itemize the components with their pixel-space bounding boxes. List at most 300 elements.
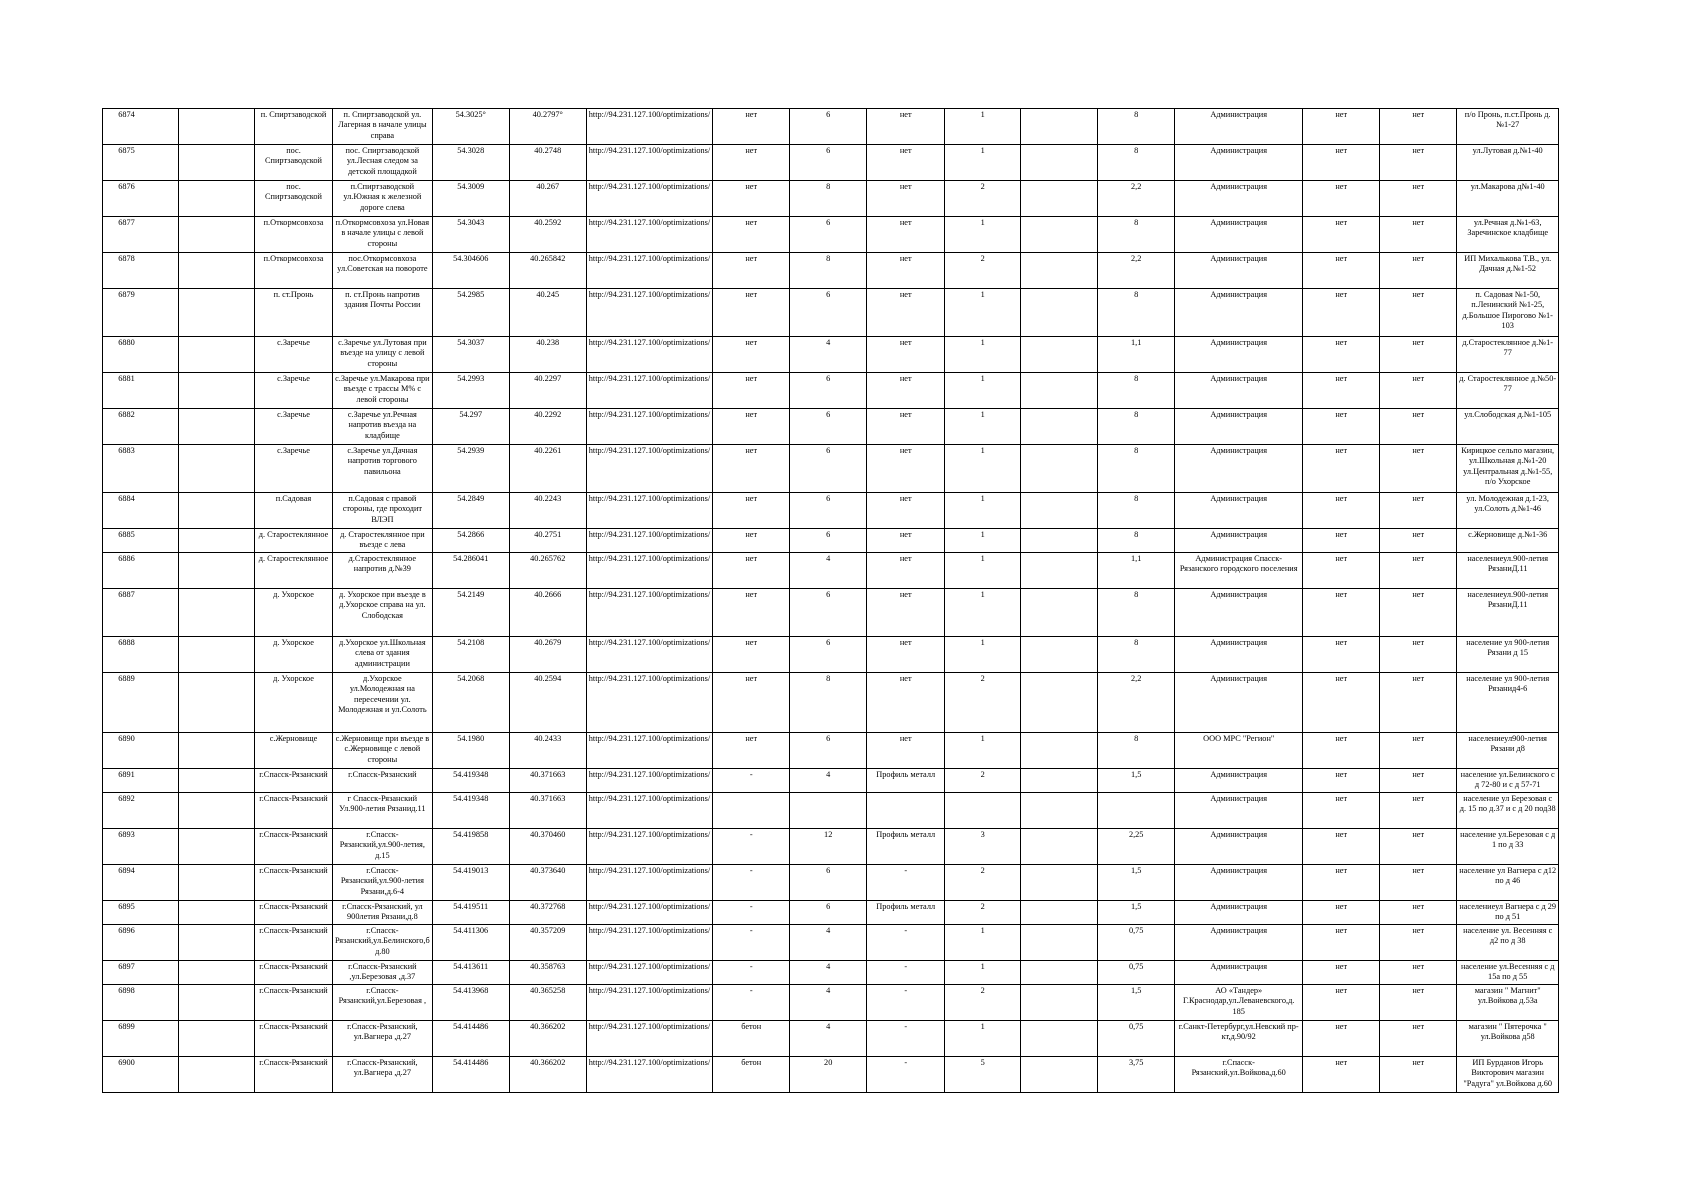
table-cell: 8: [1098, 493, 1175, 529]
table-cell: -: [713, 829, 790, 865]
table-cell: 1,5: [1098, 985, 1175, 1021]
table-cell: Профиль металл: [867, 769, 945, 793]
table-cell: нет: [1380, 961, 1457, 985]
table-row: [103, 409, 1559, 445]
table-body: [103, 109, 1559, 1093]
table-cell: 54.419511: [432, 901, 509, 925]
table-cell: Администрация: [1175, 373, 1303, 409]
table-cell: [179, 529, 255, 553]
table-cell: 8: [1098, 373, 1175, 409]
table-row: [103, 109, 1559, 145]
table-cell: нет: [1380, 409, 1457, 445]
table-cell: нет: [867, 181, 945, 217]
table-cell: п.Садовая с правой стороны, где проходит ВЛЭП: [333, 493, 433, 529]
table-cell: населениеул.900-летия РязаниД.11: [1457, 553, 1559, 589]
table-cell: Администрация: [1175, 589, 1303, 637]
table-cell: нет: [713, 445, 790, 493]
table-cell: пос. Спиртзаводской: [255, 145, 333, 181]
table-cell: http://94.231.127.100/optimizations/: [586, 1021, 712, 1057]
table-cell: http://94.231.127.100/optimizations/: [586, 553, 712, 589]
table-cell: нет: [1303, 769, 1380, 793]
table-cell: [1021, 1021, 1098, 1057]
table-cell: [179, 445, 255, 493]
table-cell: нет: [1380, 769, 1457, 793]
table-row: [103, 217, 1559, 253]
row-number-cell: 6886: [103, 553, 179, 589]
table-cell: 40.2797°: [509, 109, 586, 145]
table-cell: [1021, 793, 1098, 829]
table-cell: нет: [713, 373, 790, 409]
table-cell: нет: [867, 493, 945, 529]
table-cell: 8: [1098, 217, 1175, 253]
table-cell: ул.Речная д.№1-63, Заречинское кладбище: [1457, 217, 1559, 253]
row-number-cell: 6885: [103, 529, 179, 553]
table-cell: нет: [1380, 925, 1457, 961]
table-cell: 54.3037: [432, 337, 509, 373]
table-cell: [1021, 529, 1098, 553]
table-cell: нет: [1303, 445, 1380, 493]
table-cell: 6: [790, 409, 867, 445]
table-cell: нет: [1303, 925, 1380, 961]
table-cell: 54.414486: [432, 1021, 509, 1057]
table-cell: нет: [1303, 985, 1380, 1021]
table-cell: -: [713, 961, 790, 985]
table-cell: Администрация: [1175, 637, 1303, 673]
table-cell: [179, 1057, 255, 1093]
table-cell: нет: [713, 145, 790, 181]
table-cell: http://94.231.127.100/optimizations/: [586, 769, 712, 793]
table-cell: с.Заречье ул.Речная напротив въезда на кладбище: [333, 409, 433, 445]
table-cell: Администрация: [1175, 829, 1303, 865]
table-cell: 54.414486: [432, 1057, 509, 1093]
table-row: [103, 637, 1559, 673]
table-cell: 2,2: [1098, 673, 1175, 733]
table-cell: 8: [1098, 637, 1175, 673]
table-cell: нет: [867, 589, 945, 637]
table-cell: 4: [790, 985, 867, 1021]
table-cell: [1021, 217, 1098, 253]
table-cell: 1: [945, 529, 1021, 553]
table-cell: п. Садовая №1-50, п.Ленинский №1-25, д.Большое Пирогово №1-103: [1457, 289, 1559, 337]
table-cell: ул.Слободская д.№1-105: [1457, 409, 1559, 445]
table-cell: нет: [1303, 109, 1380, 145]
table-cell: 54.411306: [432, 925, 509, 961]
table-cell: 1: [945, 637, 1021, 673]
table-cell: Администрация: [1175, 673, 1303, 733]
table-cell: нет: [1303, 337, 1380, 373]
table-cell: [1021, 337, 1098, 373]
table-cell: 54.286041: [432, 553, 509, 589]
document-page: [102, 108, 1559, 1093]
table-cell: 1: [945, 553, 1021, 589]
table-cell: 0,75: [1098, 1021, 1175, 1057]
table-cell: 54.413968: [432, 985, 509, 1021]
table-cell: Администрация: [1175, 865, 1303, 901]
table-cell: население ул.Весенняя с д 15а по д 55: [1457, 961, 1559, 985]
table-cell: население ул 900-летия Рязани д 15: [1457, 637, 1559, 673]
table-cell: [179, 769, 255, 793]
table-cell: -: [713, 925, 790, 961]
table-cell: 8: [1098, 445, 1175, 493]
table-row: [103, 985, 1559, 1021]
table-cell: http://94.231.127.100/optimizations/: [586, 445, 712, 493]
table-cell: [867, 793, 945, 829]
table-row: [103, 901, 1559, 925]
table-cell: нет: [867, 445, 945, 493]
table-cell: http://94.231.127.100/optimizations/: [586, 925, 712, 961]
table-cell: [1021, 445, 1098, 493]
table-cell: с.Заречье: [255, 373, 333, 409]
table-cell: нет: [1380, 529, 1457, 553]
table-cell: [1021, 673, 1098, 733]
table-cell: 6: [790, 109, 867, 145]
table-cell: [179, 409, 255, 445]
table-cell: Администрация: [1175, 901, 1303, 925]
table-cell: с.Заречье ул.Макарова при въезде с трассы М% с левой стороны: [333, 373, 433, 409]
table-cell: 40.358763: [509, 961, 586, 985]
table-cell: г.Спасск-Рязанский,ул.Березовая ,: [333, 985, 433, 1021]
table-cell: ул.Лутовая д.№1-40: [1457, 145, 1559, 181]
table-cell: 40.2751: [509, 529, 586, 553]
table-cell: 2: [945, 253, 1021, 289]
table-cell: нет: [1380, 901, 1457, 925]
table-cell: АО «Тандер» Г.Краснодар,ул.Леваневского,д. 185: [1175, 985, 1303, 1021]
table-cell: 40.372768: [509, 901, 586, 925]
table-cell: нет: [713, 181, 790, 217]
table-cell: Администрация: [1175, 925, 1303, 961]
table-cell: с.Заречье: [255, 445, 333, 493]
row-number-cell: 6875: [103, 145, 179, 181]
table-cell: Администрация: [1175, 445, 1303, 493]
table-cell: г.Спасск-Рязанский,ул.Белинского,б д.80: [333, 925, 433, 961]
table-cell: http://94.231.127.100/optimizations/: [586, 529, 712, 553]
table-cell: нет: [713, 289, 790, 337]
table-cell: [179, 1021, 255, 1057]
table-cell: 54.419013: [432, 865, 509, 901]
table-cell: нет: [1380, 589, 1457, 637]
table-cell: 8: [1098, 409, 1175, 445]
table-row: [103, 529, 1559, 553]
table-cell: -: [867, 1021, 945, 1057]
table-cell: г.Спасск-Рязанский ,ул.Березовая ,д.37: [333, 961, 433, 985]
table-cell: 40.265762: [509, 553, 586, 589]
table-cell: 54.297: [432, 409, 509, 445]
table-cell: [1098, 793, 1175, 829]
table-cell: 0,75: [1098, 961, 1175, 985]
table-cell: 1: [945, 109, 1021, 145]
table-cell: 4: [790, 553, 867, 589]
table-cell: нет: [713, 553, 790, 589]
table-cell: ИП Бурданов Игорь Викторович магазин "Радуга" ул.Войкова д.60: [1457, 1057, 1559, 1093]
table-cell: нет: [713, 337, 790, 373]
table-cell: [179, 145, 255, 181]
row-number-cell: 6883: [103, 445, 179, 493]
table-cell: 54.419348: [432, 769, 509, 793]
table-row: [103, 793, 1559, 829]
table-cell: 8: [790, 253, 867, 289]
table-cell: http://94.231.127.100/optimizations/: [586, 493, 712, 529]
table-row: [103, 145, 1559, 181]
table-cell: нет: [1380, 793, 1457, 829]
row-number-cell: 6896: [103, 925, 179, 961]
table-cell: магазин " Магнит" ул.Войкова д.53а: [1457, 985, 1559, 1021]
table-cell: 3,75: [1098, 1057, 1175, 1093]
table-cell: 6: [790, 637, 867, 673]
table-cell: [790, 793, 867, 829]
table-cell: 1: [945, 925, 1021, 961]
table-cell: 1: [945, 961, 1021, 985]
table-cell: п. ст.Пронь: [255, 289, 333, 337]
table-cell: http://94.231.127.100/optimizations/: [586, 409, 712, 445]
table-cell: с.Заречье ул.Лутовая при въезде на улицу с левой стороны: [333, 337, 433, 373]
table-cell: 40.2594: [509, 673, 586, 733]
table-cell: [179, 673, 255, 733]
table-cell: Профиль металл: [867, 901, 945, 925]
table-cell: 1: [945, 145, 1021, 181]
table-cell: нет: [1303, 1057, 1380, 1093]
table-cell: 8: [1098, 289, 1175, 337]
table-row: [103, 181, 1559, 217]
table-cell: 4: [790, 925, 867, 961]
table-cell: 6: [790, 445, 867, 493]
table-cell: 4: [790, 1021, 867, 1057]
table-cell: [179, 493, 255, 529]
table-cell: нет: [713, 109, 790, 145]
table-cell: 8: [790, 673, 867, 733]
table-cell: http://94.231.127.100/optimizations/: [586, 145, 712, 181]
table-cell: нет: [1380, 865, 1457, 901]
table-cell: 6: [790, 733, 867, 769]
table-cell: 1,5: [1098, 769, 1175, 793]
table-cell: 2: [945, 901, 1021, 925]
table-cell: 6: [790, 529, 867, 553]
table-cell: п.Откормсовхоза: [255, 253, 333, 289]
table-cell: http://94.231.127.100/optimizations/: [586, 901, 712, 925]
table-cell: 6: [790, 289, 867, 337]
row-number-cell: 6890: [103, 733, 179, 769]
table-row: [103, 337, 1559, 373]
table-cell: нет: [1380, 1057, 1457, 1093]
table-cell: нет: [1303, 493, 1380, 529]
table-cell: 1,5: [1098, 901, 1175, 925]
table-cell: г.Спасск-Рязанский: [255, 1057, 333, 1093]
table-cell: Администрация: [1175, 793, 1303, 829]
table-cell: населениеул Вагнера с д 29 по д 51: [1457, 901, 1559, 925]
table-cell: нет: [867, 553, 945, 589]
table-cell: http://94.231.127.100/optimizations/: [586, 109, 712, 145]
table-cell: 54.3043: [432, 217, 509, 253]
table-cell: [1021, 829, 1098, 865]
table-cell: п. Спиртзаводской ул. Лагерная в начале улицы справа: [333, 109, 433, 145]
table-cell: [179, 961, 255, 985]
table-cell: п.Садовая: [255, 493, 333, 529]
table-cell: нет: [1380, 493, 1457, 529]
table-cell: [1021, 253, 1098, 289]
table-row: [103, 1021, 1559, 1057]
table-cell: 2: [945, 181, 1021, 217]
table-cell: нет: [713, 529, 790, 553]
table-cell: 20: [790, 1057, 867, 1093]
table-cell: г Спасск-Рязанский Ул.900-летия Рязанид.11: [333, 793, 433, 829]
table-cell: 54.3009: [432, 181, 509, 217]
table-cell: [179, 181, 255, 217]
table-cell: нет: [1380, 673, 1457, 733]
table-cell: нет: [1380, 373, 1457, 409]
table-cell: 40.366202: [509, 1021, 586, 1057]
table-cell: 40.371663: [509, 793, 586, 829]
table-cell: п. Спиртзаводской: [255, 109, 333, 145]
table-cell: 8: [1098, 589, 1175, 637]
table-cell: 1,1: [1098, 553, 1175, 589]
table-cell: нет: [1380, 181, 1457, 217]
row-number-cell: 6877: [103, 217, 179, 253]
table-cell: 40.373640: [509, 865, 586, 901]
table-cell: нет: [1380, 337, 1457, 373]
table-cell: 8: [790, 181, 867, 217]
table-cell: http://94.231.127.100/optimizations/: [586, 1057, 712, 1093]
table-cell: [1021, 769, 1098, 793]
table-cell: нет: [867, 529, 945, 553]
table-cell: нет: [713, 589, 790, 637]
table-cell: [179, 289, 255, 337]
table-cell: 54.413611: [432, 961, 509, 985]
table-cell: г.Спасск-Рязанский: [255, 901, 333, 925]
table-cell: с.Заречье ул.Дачная напротив торгового павильона: [333, 445, 433, 493]
table-cell: г.Санкт-Петербург,ул.Невский пр-кт,д.90/92: [1175, 1021, 1303, 1057]
table-cell: Администрация: [1175, 253, 1303, 289]
table-row: [103, 1057, 1559, 1093]
table-cell: 40.365258: [509, 985, 586, 1021]
table-cell: 54.2866: [432, 529, 509, 553]
table-cell: [179, 253, 255, 289]
row-number-cell: 6880: [103, 337, 179, 373]
table-cell: 1: [945, 733, 1021, 769]
table-cell: нет: [867, 673, 945, 733]
table-cell: http://94.231.127.100/optimizations/: [586, 289, 712, 337]
row-number-cell: 6897: [103, 961, 179, 985]
row-number-cell: 6888: [103, 637, 179, 673]
table-cell: население ул 900-летия Рязанид4-6: [1457, 673, 1559, 733]
table-cell: 54.304606: [432, 253, 509, 289]
table-cell: http://94.231.127.100/optimizations/: [586, 637, 712, 673]
row-number-cell: 6882: [103, 409, 179, 445]
table-cell: д. Старостеклянное: [255, 529, 333, 553]
table-cell: 1: [945, 589, 1021, 637]
table-cell: нет: [867, 145, 945, 181]
row-number-cell: 6876: [103, 181, 179, 217]
table-cell: [179, 733, 255, 769]
table-cell: 1: [945, 289, 1021, 337]
table-cell: [1021, 409, 1098, 445]
table-cell: Администрация: [1175, 145, 1303, 181]
table-row: [103, 961, 1559, 985]
table-cell: д.Старостеклянное д.№1-77: [1457, 337, 1559, 373]
table-cell: г.Спасск-Рязанский, ул.Вагнера ,д.27: [333, 1057, 433, 1093]
table-cell: д. Ухорское при въезде в д.Ухорское справа на ул. Слободская: [333, 589, 433, 637]
row-number-cell: 6893: [103, 829, 179, 865]
table-cell: нет: [1303, 181, 1380, 217]
table-cell: http://94.231.127.100/optimizations/: [586, 733, 712, 769]
table-cell: д. Старостеклянное д.№50-77: [1457, 373, 1559, 409]
table-cell: http://94.231.127.100/optimizations/: [586, 829, 712, 865]
table-cell: 6: [790, 865, 867, 901]
table-cell: [179, 217, 255, 253]
table-cell: нет: [867, 637, 945, 673]
table-cell: п.Откормсовхоза ул.Новая в начале улицы с левой стороны: [333, 217, 433, 253]
table-cell: с.Жерновище при въезде в с.Жерновище с левой стороны: [333, 733, 433, 769]
table-cell: [1021, 733, 1098, 769]
table-cell: http://94.231.127.100/optimizations/: [586, 961, 712, 985]
row-number-cell: 6892: [103, 793, 179, 829]
table-row: [103, 673, 1559, 733]
table-cell: 40.2297: [509, 373, 586, 409]
table-cell: 54.419348: [432, 793, 509, 829]
table-cell: нет: [1303, 865, 1380, 901]
table-cell: [1021, 1057, 1098, 1093]
table-cell: нет: [1303, 409, 1380, 445]
table-cell: ул. Молодежная д.1-23, ул.Солоть д.№1-46: [1457, 493, 1559, 529]
table-cell: Профиль металл: [867, 829, 945, 865]
table-cell: [1021, 637, 1098, 673]
table-cell: 8: [1098, 529, 1175, 553]
table-cell: Администрация: [1175, 289, 1303, 337]
table-cell: население ул. Весенняя с д2 по д 38: [1457, 925, 1559, 961]
table-cell: г.Спасск-Рязанский: [255, 961, 333, 985]
table-cell: [1021, 985, 1098, 1021]
table-cell: нет: [1303, 553, 1380, 589]
table-cell: нет: [1303, 793, 1380, 829]
table-cell: Администрация: [1175, 769, 1303, 793]
table-cell: [1021, 373, 1098, 409]
table-cell: с.Жерновище: [255, 733, 333, 769]
row-number-cell: 6881: [103, 373, 179, 409]
table-cell: [179, 637, 255, 673]
table-cell: нет: [867, 217, 945, 253]
table-cell: нет: [1303, 901, 1380, 925]
table-cell: г.Спасск-Рязанский: [255, 769, 333, 793]
table-cell: Администрация: [1175, 529, 1303, 553]
table-cell: нет: [1380, 1021, 1457, 1057]
table-cell: 40.2292: [509, 409, 586, 445]
table-cell: 40.371663: [509, 769, 586, 793]
table-cell: [1021, 109, 1098, 145]
table-cell: 54.1980: [432, 733, 509, 769]
row-number-cell: 6900: [103, 1057, 179, 1093]
table-cell: нет: [1303, 589, 1380, 637]
table-cell: население ул Вагнера с д12 по д 46: [1457, 865, 1559, 901]
row-number-cell: 6899: [103, 1021, 179, 1057]
table-cell: [179, 589, 255, 637]
table-cell: 12: [790, 829, 867, 865]
table-cell: население ул Березовая с д. 15 по д.37 и с д 20 под38: [1457, 793, 1559, 829]
table-cell: 40.357209: [509, 925, 586, 961]
table-cell: г.Спасск-Рязанский,ул.Войкова,д.60: [1175, 1057, 1303, 1093]
row-number-cell: 6891: [103, 769, 179, 793]
table-cell: нет: [713, 637, 790, 673]
table-cell: -: [867, 1057, 945, 1093]
table-cell: 6: [790, 145, 867, 181]
table-cell: -: [713, 865, 790, 901]
table-cell: нет: [1380, 217, 1457, 253]
table-cell: г.Спасск-Рязанский: [255, 925, 333, 961]
table-cell: нет: [1303, 217, 1380, 253]
table-cell: Администрация: [1175, 181, 1303, 217]
table-cell: [1021, 925, 1098, 961]
row-number-cell: 6889: [103, 673, 179, 733]
table-cell: ул.Макарова д№1-40: [1457, 181, 1559, 217]
table-cell: 54.2939: [432, 445, 509, 493]
table-cell: 2: [945, 769, 1021, 793]
